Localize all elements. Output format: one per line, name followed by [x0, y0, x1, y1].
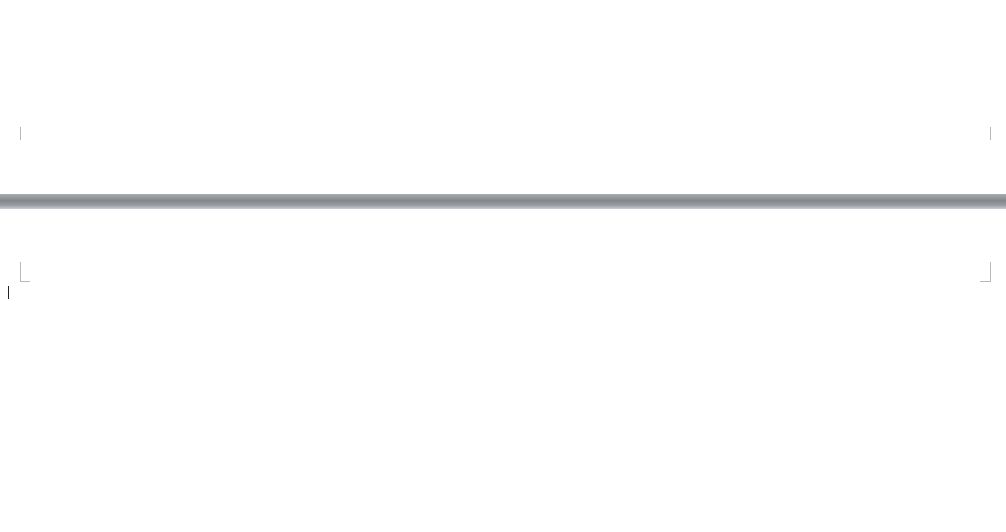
page-gap [0, 194, 1006, 209]
margin-marker [20, 262, 21, 282]
margin-marker [990, 127, 991, 140]
document-page-upper [0, 0, 1006, 194]
document-page-lower [0, 209, 1006, 532]
margin-marker [20, 127, 21, 140]
text-cursor[interactable] [8, 286, 9, 299]
margin-marker [20, 281, 30, 282]
margin-marker [980, 281, 990, 282]
margin-marker [990, 262, 991, 282]
